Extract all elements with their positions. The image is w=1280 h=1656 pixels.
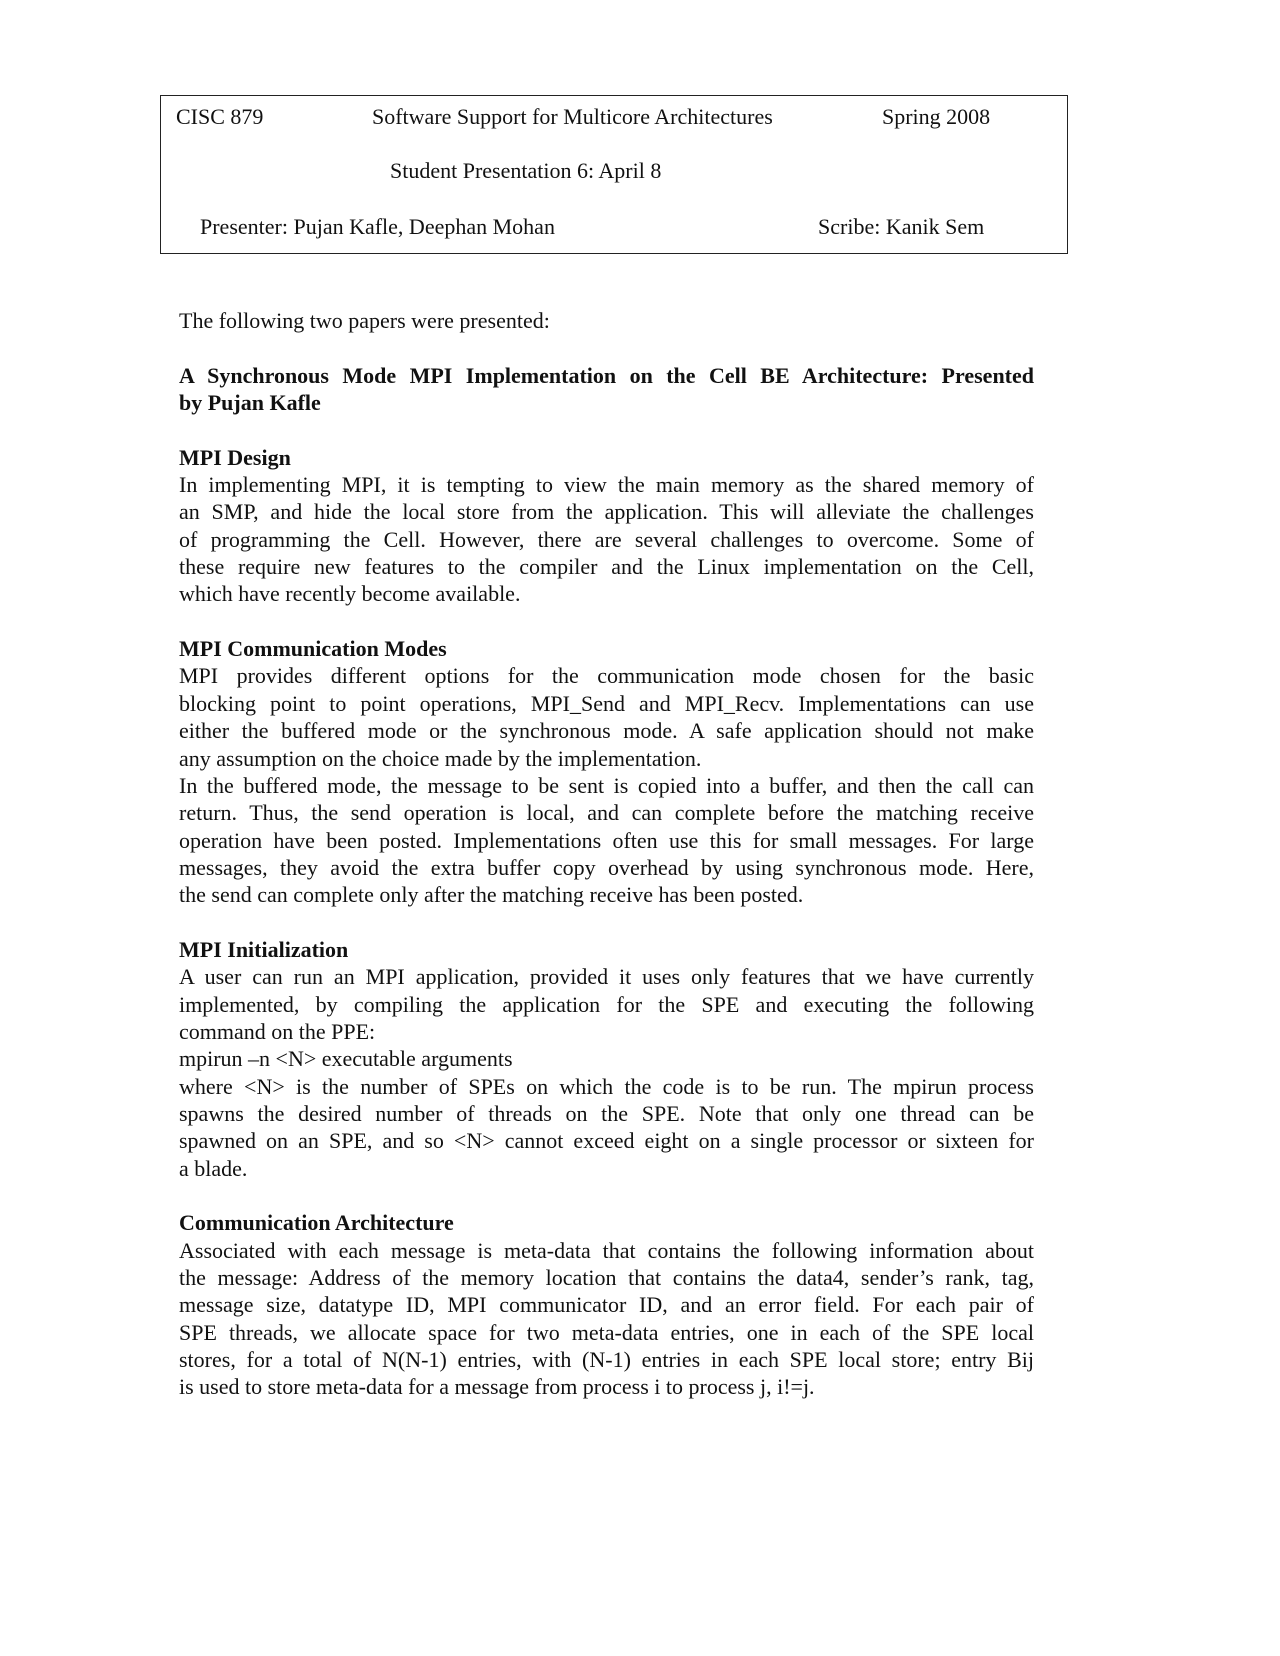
body-text-line: which have recently become available. [179, 581, 521, 607]
presenters: Presenter: Pujan Kafle, Deephan Mohan [200, 214, 555, 239]
paper-title-line: A Synchronous Mode MPI Implementation on the Cell BE Architecture: Presented [179, 362, 1034, 388]
body-text-line: implemented, by compiling the application for the SPE and executing the following [179, 991, 1034, 1017]
paper-title-line: by Pujan Kafle [179, 390, 321, 416]
section-heading: MPI Initialization [179, 936, 349, 962]
body-text-line: blocking point to point operations, MPI_Send and MPI_Recv. Implementations can use [179, 690, 1034, 716]
section-heading: MPI Communication Modes [179, 636, 447, 662]
document-body [179, 307, 1034, 1401]
body-text-line: stores, for a total of N(N-1) entries, with (N-1) entries in each SPE local store; entry Bij [179, 1347, 1034, 1373]
body-text-line: message size, datatype ID, MPI communicator ID, and an error field. For each pair of [179, 1292, 1034, 1318]
spacer [179, 1182, 1034, 1209]
intro-text: The following two papers were presented: [179, 308, 550, 333]
scribe: Scribe: Kanik Sem [818, 214, 985, 239]
spacer [179, 608, 1034, 635]
course-code: CISC 879 [176, 104, 264, 129]
body-text-line: In implementing MPI, it is tempting to view the main memory as the shared memory of [179, 472, 1034, 498]
body-text-line: these require new features to the compiler and the Linux implementation on the Cell, [179, 554, 1034, 580]
body-text-line: SPE threads, we allocate space for two meta-data entries, one in each of the SPE local [179, 1319, 1034, 1345]
section-heading: MPI Design [179, 444, 291, 470]
body-text-line: messages, they avoid the extra buffer copy overhead by using synchronous mode. Here, [179, 854, 1034, 880]
body-text-line: spawns the desired number of threads on the SPE. Note that only one thread can be [179, 1100, 1034, 1126]
body-text-line: spawned on an SPE, and so <N> cannot exceed eight on a single processor or sixteen for [179, 1128, 1034, 1154]
spacer [179, 416, 1034, 443]
course-title: Software Support for Multicore Architectures [372, 104, 773, 129]
body-text-line: A user can run an MPI application, provided it uses only features that we have currently [179, 964, 1034, 990]
session-title: Student Presentation 6: April 8 [390, 158, 662, 183]
body-text-line: In the buffered mode, the message to be sent is copied into a buffer, and then the call can [179, 772, 1034, 798]
body-text-line: mpirun –n <N> executable arguments [179, 1046, 513, 1072]
body-text-line: the message: Address of the memory location that contains the data4, sender’s rank, tag, [179, 1265, 1034, 1291]
body-text-line: either the buffered mode or the synchronous mode. A safe application should not make [179, 718, 1034, 744]
term: Spring 2008 [882, 104, 991, 129]
body-text-line: any assumption on the choice made by the implementation. [179, 745, 702, 771]
body-text-line: the send can complete only after the matching receive has been posted. [179, 882, 804, 908]
body-text-line: is used to store meta-data for a message from process i to process j, i!=j. [179, 1374, 815, 1400]
body-text-line: of programming the Cell. However, there are several challenges to overcome. Some of [179, 526, 1034, 552]
body-text-line: MPI provides different options for the communication mode chosen for the basic [179, 663, 1034, 689]
body-text-line: command on the PPE: [179, 1018, 376, 1044]
section-heading: Communication Architecture [179, 1210, 454, 1236]
body-text-line: return. Thus, the send operation is local, and can complete before the matching receive [179, 800, 1034, 826]
spacer [179, 909, 1034, 936]
body-text-line: Associated with each message is meta-data that contains the following information about [179, 1237, 1034, 1263]
body-text-line: a blade. [179, 1155, 248, 1181]
body-text-line: an SMP, and hide the local store from the application. This will alleviate the challenges [179, 499, 1034, 525]
body-text-line: operation have been posted. Implementations often use this for small messages. For large [179, 827, 1034, 853]
body-text-line: where <N> is the number of SPEs on which the code is to be run. The mpirun process [179, 1073, 1034, 1099]
